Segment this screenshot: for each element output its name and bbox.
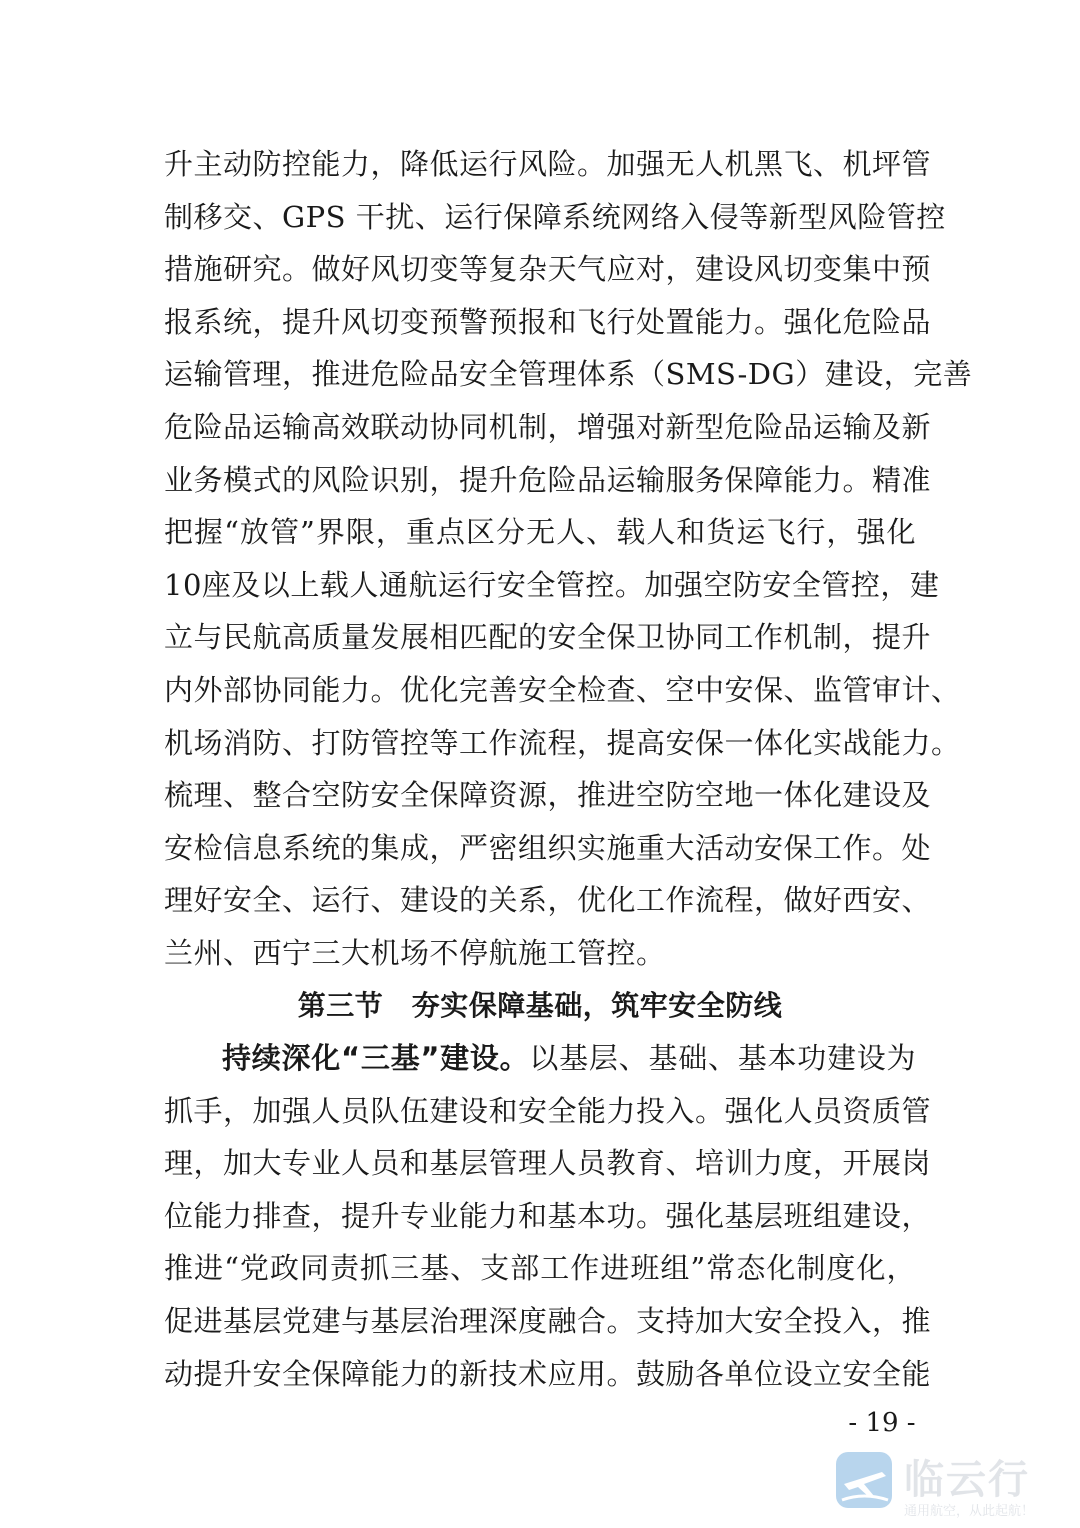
text-line: 制移交、GPS 干扰、运行保障系统网络入侵等新型风险管控 [164,199,946,234]
text-line: 兰州、西宁三大机场不停航施工管控。 [164,935,666,970]
text-line: 促进基层党建与基层治理深度融合。支持加大安全投入，推 [164,1304,932,1339]
paragraph-lead-rest: 以基层、基础、基本功建设为 [529,1041,916,1076]
text-line: 动提升安全保障能力的新技术应用。鼓励各单位设立安全能 [164,1356,932,1391]
text-line: 推进“党政同责抓三基、支部工作进班组”常态化制度化， [164,1251,916,1286]
text-line: 安检信息系统的集成，严密组织实施重大活动安保工作。处 [164,830,932,865]
watermark-title: 临云行 [904,1457,1030,1503]
text-line: 报系统，提升风切变预警预报和飞行处置能力。强化危险品 [164,304,932,339]
text-line: 运输管理，推进危险品安全管理体系（SMS-DG）建设，完善 [164,357,973,392]
text-line: 内外部协同能力。优化完善安全检查、空中安保、监管审计、 [164,672,961,707]
watermark [830,1446,1050,1526]
text-line: 危险品运输高效联动协同机制，增强对新型危险品运输及新 [164,409,932,444]
page-number: - 19 - [848,1408,916,1438]
text-line: 机场消防、打防管控等工作流程，提高安保一体化实战能力。 [164,725,961,760]
paragraph-first-line [164,1032,916,1085]
text-line: 业务模式的风险识别，提升危险品运输服务保障能力。精准 [164,462,932,497]
text-line: 抓手，加强人员队伍建设和安全能力投入。强化人员资质管 [164,1093,932,1128]
text-line: 位能力排查，提升专业能力和基本功。强化基层班组建设， [164,1198,932,1233]
text-line: 措施研究。做好风切变等复杂天气应对，建设风切变集中预 [164,252,932,287]
airplane-icon [834,1450,894,1510]
text-line: 梳理、整合空防安全保障资源，推进空防空地一体化建设及 [164,778,932,813]
section-heading: 第三节 夯实保障基础，筑牢安全防线 [297,988,783,1022]
paragraph-lead-heading: 持续深化“三基”建设。 [222,1041,530,1076]
text-line: 10座及以上载人通航运行安全管控。加强空防安全管控，建 [164,567,940,602]
body-text [164,138,973,1400]
text-line: 把握“放管”界限，重点区分无人、载人和货运飞行，强化 [164,515,916,550]
text-line: 立与民航高质量发展相匹配的安全保卫协同工作机制，提升 [164,620,932,655]
text-line: 理好安全、运行、建设的关系，优化工作流程，做好西安、 [164,883,932,918]
text-line: 理，加大专业人员和基层管理人员教育、培训力度，开展岗 [164,1146,932,1181]
text-line: 升主动防控能力，降低运行风险。加强无人机黑飞、机坪管 [164,147,932,181]
watermark-slogan: 通用航空，从此起航！ [904,1504,1035,1519]
